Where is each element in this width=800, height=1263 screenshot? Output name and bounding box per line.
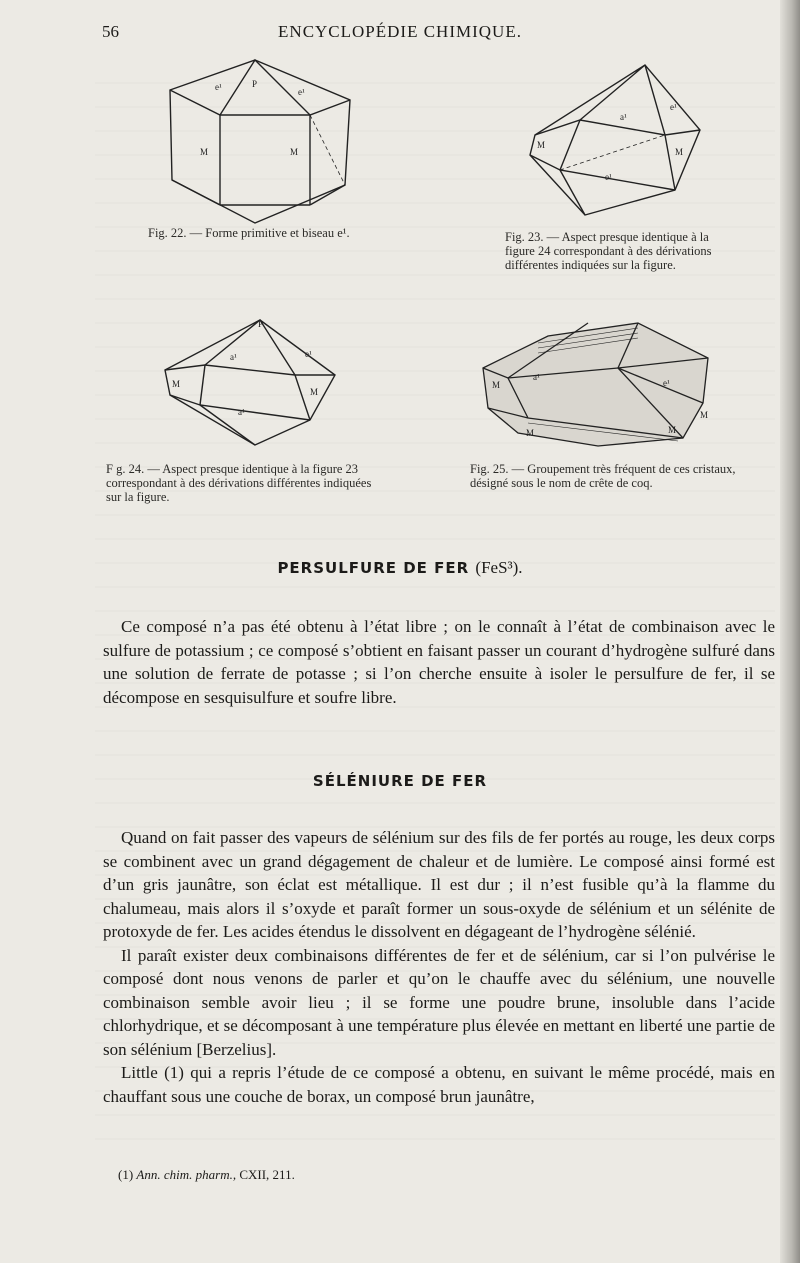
figure-22-caption: Fig. 22. — Forme primitive et biseau e¹. [148, 226, 350, 240]
paragraph: Il paraît exister deux combinaisons différentes de fer et de sélénium, car si l’on pulvérise le composé dont nous venons de parler et qu’on le chauffe avec du sélénium, une nouvelle combinaison semble avoir lieu ; il se forme une poudre brune, insoluble dans l’acide chlorhydrique, et se décomposant à une température plus élevée en mettant en liberté une partie de son sélénium [Berzelius]. [103, 945, 775, 1059]
chemical-formula: (FeS³). [475, 558, 523, 577]
footnote-number: (1) [118, 1167, 134, 1182]
figure-24-label: P [258, 319, 264, 329]
figure-23-label: M [675, 147, 684, 157]
figure-23-caption: Fig. 23. — Aspect presque identique à la figure 24 correspondant à des dérivations différentes indiquées sur la figure. [505, 230, 712, 272]
figure-23-label: e¹ [670, 102, 677, 112]
section-persulfure-body [103, 615, 775, 709]
figure-22 [160, 55, 370, 225]
page-number: 56 [102, 22, 119, 41]
crystal-illustration-25 [478, 318, 718, 448]
figure-25-label: a¹ [533, 372, 540, 382]
figure-25-caption: Fig. 25. — Groupement très fréquent de ces cristaux, désigné sous le nom de crête de coq. [470, 462, 736, 490]
crystal-illustration-23 [525, 60, 710, 220]
paragraph: Little (1) qui a repris l’étude de ce composé a obtenu, en suivant le même procédé, mais en chauffant sous une couche de borax, un composé brun jaunâtre, [103, 1063, 775, 1106]
figure-23 [525, 60, 710, 220]
section-title-text: PERSULFURE DE FER [277, 559, 470, 577]
figure-24-label: M [310, 387, 319, 397]
figure-22-label: M [290, 147, 299, 157]
figure-23-label: a¹ [620, 112, 627, 122]
paragraph: Ce composé n’a pas été obtenu à l’état libre ; on le connaît à l’état de combinaison avec le sulfure de potassium ; ce composé s’obtient en faisant passer un courant d’hydrogène sulfuré dans une solution de ferrate de potasse ; si l’on cherche ensuite à isoler le persulfure de fer, il se décompose en sesquisulfure et soufre libre. [103, 617, 775, 707]
paragraph: Quand on fait passer des vapeurs de sélénium sur des fils de fer portés au rouge, les deux corps se combinent avec un grand dégagement de chaleur et de lumière. Le composé ainsi formé est d’un gris jaunâtre, son éclat est métallique. Il est dur ; il n’est fusible qu’à la flamme du chalumeau, mais alors il s’oxyde et paraît former un sous-oxyde de sélénium et un sélénite de protoxyde de fer. Les acides étendus le dissolvent en dégageant de l’hydrogène sélénié. [103, 828, 775, 941]
section-title-text: SÉLÉNIURE DE FER [312, 772, 488, 790]
page-header [0, 22, 800, 46]
section-seleniure-body [103, 826, 775, 1108]
crystal-illustration-24 [160, 315, 340, 450]
footnote [118, 1167, 295, 1183]
figure-24 [160, 315, 340, 450]
figure-24-label: M [172, 379, 181, 389]
figure-25-label: M [668, 425, 677, 435]
crystal-illustration-22 [160, 55, 370, 225]
figure-24-label: e¹ [305, 349, 312, 359]
figure-24-caption: F g. 24. — Aspect presque identique à la figure 23 correspondant à des dérivations différentes indiquées sur la figure. [106, 462, 372, 504]
figure-23-label: e¹ [605, 172, 612, 182]
running-title: ENCYCLOPÉDIE CHIMIQUE. [278, 22, 522, 41]
figure-23-label: M [537, 140, 546, 150]
footnote-location: CXII, 211. [239, 1167, 295, 1182]
figure-22-label: P [252, 79, 258, 89]
footnote-reference: Ann. chim. pharm., [136, 1167, 237, 1182]
figure-25-label: M [526, 428, 535, 438]
figure-22-label: e¹ [215, 82, 222, 92]
figure-25 [478, 318, 718, 448]
figure-22-label: e¹ [298, 87, 305, 97]
figure-24-label: a¹ [230, 352, 237, 362]
figure-22-label: M [200, 147, 209, 157]
page-edge [780, 0, 800, 1263]
figure-25-label: e¹ [663, 378, 670, 388]
section-title-seleniure [0, 772, 800, 790]
figure-25-label: M [700, 410, 709, 420]
figure-25-label: M [492, 380, 501, 390]
figure-24-label: a¹ [238, 407, 245, 417]
section-title-persulfure [0, 558, 800, 578]
